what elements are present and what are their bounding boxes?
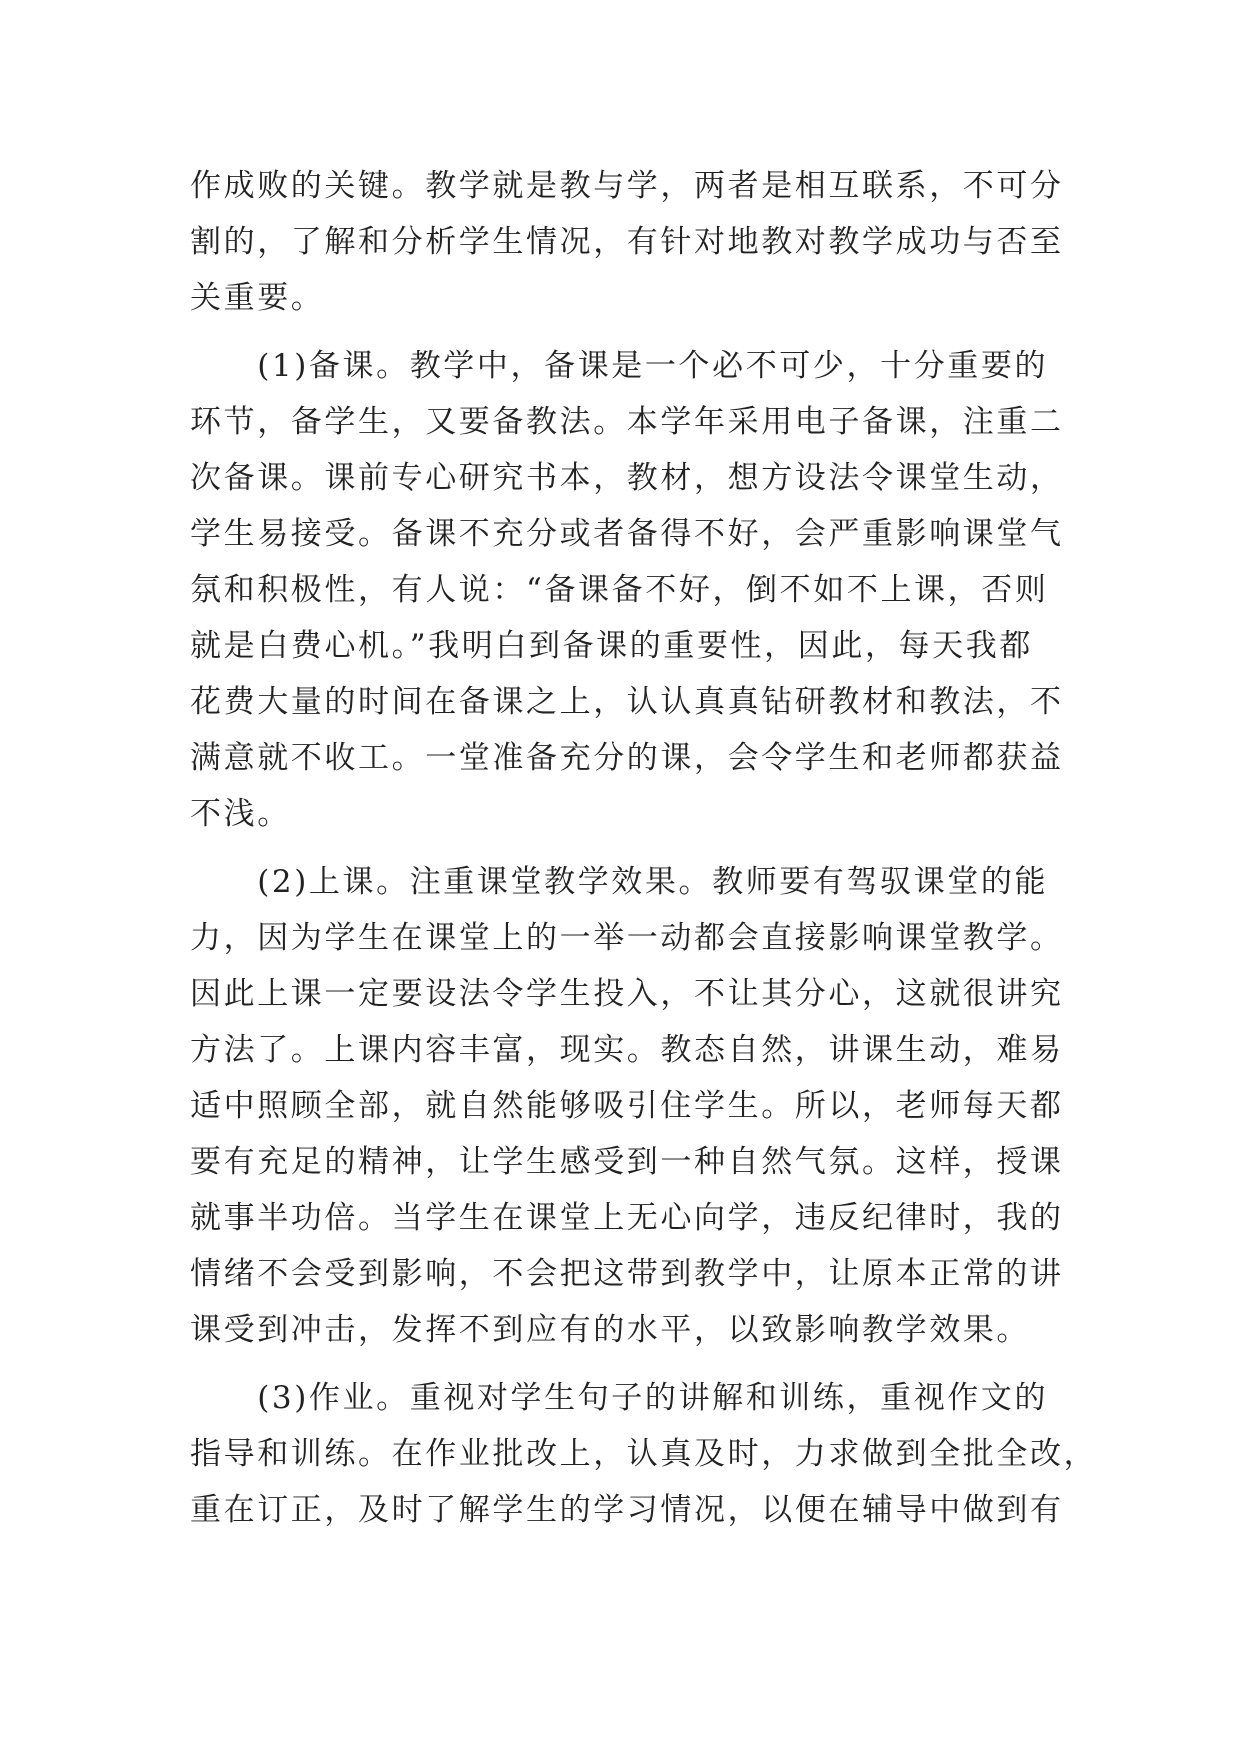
text-line: 力，因为学生在课堂上的一举一动都会直接影响课堂教学。 bbox=[190, 920, 1064, 956]
text-line: 因此上课一定要设法令学生投入，不让其分心，这就很讲究 bbox=[190, 976, 1064, 1012]
text-line: 学生易接受。备课不充分或者备得不好，会严重影响课堂气 bbox=[190, 516, 1064, 552]
text-line: 课受到冲击，发挥不到应有的水平，以致影响教学效果。 bbox=[190, 1312, 1030, 1348]
text-line: 就事半功倍。当学生在课堂上无心向学，违反纪律时，我的 bbox=[190, 1200, 1064, 1236]
text-line: 满意就不收工。一堂准备充分的课，会令学生和老师都获益 bbox=[190, 740, 1064, 776]
paragraph-intro bbox=[190, 158, 1064, 326]
text-line: 重在订正，及时了解学生的学习情况，以便在辅导中做到有 bbox=[190, 1492, 1064, 1528]
document-body bbox=[190, 158, 1098, 1538]
text-line: 花费大量的时间在备课之上，认认真真钻研教材和教法，不 bbox=[190, 684, 1064, 720]
text-line: 作成败的关键。教学就是教与学，两者是相互联系，不可分 bbox=[190, 168, 1064, 204]
text-line: 就是白费心机。”我明白到备课的重要性，因此，每天我都 bbox=[190, 628, 1033, 664]
text-line: (3)作业。重视对学生句子的讲解和训练，重视作文的 bbox=[190, 1380, 1049, 1416]
paragraph-teaching bbox=[190, 854, 1064, 1358]
paragraph-lesson-prep bbox=[190, 338, 1064, 842]
text-line: 次备课。课前专心研究书本，教材，想方设法令课堂生动， bbox=[190, 460, 1064, 496]
text-line: (2)上课。注重课堂教学效果。教师要有驾驭课堂的能 bbox=[190, 864, 1049, 900]
text-line: 适中照顾全部，就自然能够吸引住学生。所以，老师每天都 bbox=[190, 1088, 1064, 1124]
text-line: 割的，了解和分析学生情况，有针对地教对教学成功与否至 bbox=[190, 224, 1064, 260]
text-line: 情绪不会受到影响，不会把这带到教学中，让原本正常的讲 bbox=[190, 1256, 1064, 1292]
text-line: 环节，备学生，又要备教法。本学年采用电子备课，注重二 bbox=[190, 404, 1064, 440]
text-line: 要有充足的精神，让学生感受到一种自然气氛。这样，授课 bbox=[190, 1144, 1064, 1180]
text-line: 不浅。 bbox=[190, 796, 291, 832]
text-line: (1)备课。教学中，备课是一个必不可少，十分重要的 bbox=[190, 348, 1049, 384]
text-line: 指导和训练。在作业批改上，认真及时，力求做到全批全改， bbox=[190, 1436, 1098, 1472]
text-line: 方法了。上课内容丰富，现实。教态自然，讲课生动，难易 bbox=[190, 1032, 1064, 1068]
paragraph-homework bbox=[190, 1370, 1098, 1538]
text-line: 关重要。 bbox=[190, 280, 325, 316]
text-line: 氛和积极性，有人说：“备课备不好，倒不如不上课，否则 bbox=[190, 572, 1049, 608]
